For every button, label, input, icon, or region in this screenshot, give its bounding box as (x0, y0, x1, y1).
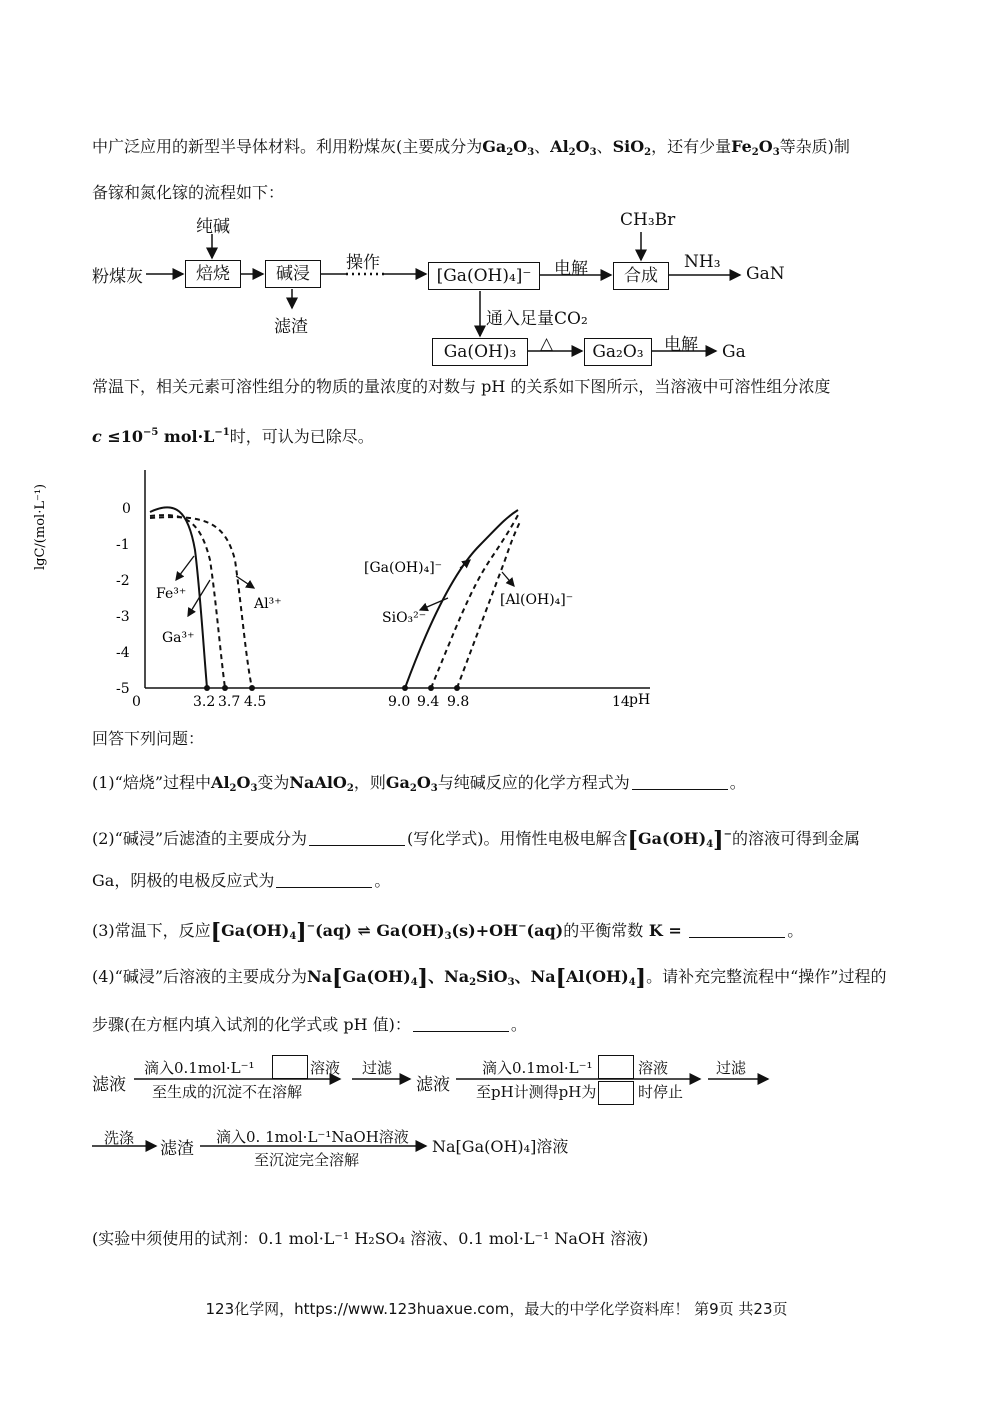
para2-line-2: $c \le 10^{-5}$ $mol\cdot L^{-1}$时，可认为已除尽。 (92, 427, 374, 446)
y-tick-label: -4 (116, 645, 130, 661)
label-fe3: Fe³⁺ (156, 586, 187, 602)
q1-blank[interactable] (632, 775, 728, 790)
reagents-note: (实验中须使用的试剂：0.1 mol·L⁻¹ H₂SO₄ 溶液、0.1 mol·L⁻¹ NaOH 溶液) (92, 1229, 649, 1248)
flow-synth-box: 合成 (613, 262, 669, 290)
q3-blank[interactable] (689, 923, 785, 938)
x-tick-label: 4.5 (244, 694, 267, 710)
para2-line-1: 常温下，相关元素可溶性组分的物质的量浓度的对数与 pH 的关系如下图所示，当溶液中可溶性组分浓度 (92, 377, 831, 396)
x-tick-label: 3.7 (218, 694, 241, 710)
x-tick-label: 14 (612, 694, 630, 710)
flow-ga2o3-box: Ga₂O₃ (584, 338, 652, 366)
flow-gaoh3-box: Ga(OH)₃ (432, 338, 528, 366)
label-gaoh4: [Ga(OH)₄]⁻ (364, 560, 443, 576)
f2-until-1: 至生成的沉淀不在溶解 (152, 1083, 303, 1101)
x-tick-label: 9.4 (417, 694, 440, 710)
y-tick-label: -5 (116, 681, 130, 697)
f2-reagent-box-1[interactable] (272, 1055, 308, 1079)
f2-residue: 滤渣 (160, 1139, 194, 1159)
label-ga3: Ga³⁺ (162, 630, 195, 646)
f2-solution-2: 溶液 (638, 1059, 669, 1077)
flow-gan: GaN (746, 264, 785, 284)
f2-solution-1: 溶液 (310, 1059, 341, 1077)
y-tick-label: 0 (122, 501, 131, 517)
flow-leach-box: 碱浸 (265, 260, 321, 288)
f2-drip-1: 滴入0.1mol·L⁻¹ (144, 1059, 255, 1077)
flow-ch3br: CH₃Br (620, 210, 676, 230)
f2-drip-3: 滴入0. 1mol·L⁻¹NaOH溶液 (216, 1128, 409, 1146)
f2-drip-2: 滴入0.1mol·L⁻¹ (482, 1059, 593, 1077)
q2-blank-1[interactable] (309, 831, 405, 846)
point-9.4 (428, 685, 434, 691)
f2-until-2b: 时停止 (638, 1083, 684, 1101)
x-tick-label: 0 (132, 694, 141, 710)
q4-blank[interactable] (413, 1017, 509, 1032)
f2-until-2a: 至pH计测得pH为 (476, 1083, 597, 1101)
flow-operation: 操作 (346, 253, 380, 273)
question-1: (1)“焙烧”过程中$Al_2O_3$变为NaAlO$_2$，则$Ga_2O_3$与纯碱反应的化学方程式为 。 (92, 773, 746, 794)
intro-line-2: 备镓和氮化镓的流程如下： (92, 183, 285, 202)
f2-reagent-box-2[interactable] (598, 1055, 634, 1079)
point-9.0 (402, 685, 408, 691)
question-4: (4)“碱浸”后溶液的主要成分为$Na[Ga(OH)_4]$、$Na_2SiO_3$、$Na[Al(OH)_4]$。请补充完整流程中“操作”过程的 (92, 965, 887, 991)
f2-filtrate-2: 滤液 (416, 1075, 450, 1095)
y-tick-label: -2 (116, 573, 130, 589)
flow-soda: 纯碱 (196, 217, 230, 237)
question-2: (2)“碱浸”后滤渣的主要成分为 (写化学式)。用惰性电极电解含$[Ga(OH)_4]^-$的溶液可得到金属 (92, 827, 860, 853)
label-aloh4: [Al(OH)₄]⁻ (500, 592, 574, 608)
page-footer: 123化学网，https://www.123huaxue.com，最大的中学化学资料库！ 第9页 共23页 (205, 1300, 788, 1318)
flow-co2: 通入足量CO₂ (486, 309, 588, 329)
point-3.2 (204, 685, 210, 691)
question-2-line-2: Ga，阴极的电极反应式为 。 (92, 871, 391, 890)
flow-ga: Ga (722, 342, 746, 362)
question-4-line-2: 步骤(在方框内填入试剂的化学式或 pH 值)： 。 (92, 1015, 527, 1034)
x-tick-label: 9.0 (388, 694, 411, 710)
flow-gaoh4-box: [Ga(OH)₄]⁻ (428, 262, 540, 290)
q2-blank-2[interactable] (276, 873, 372, 888)
label-al3: Al³⁺ (254, 596, 282, 612)
flow-heat: △ (540, 334, 554, 354)
flow-start: 粉煤灰 (92, 267, 143, 287)
question-3: (3)常温下，反应$[Ga(OH)_4]^-(aq)$ ⇌ $Ga(OH)_3(s)+OH^-(aq)$的平衡常数 K = 。 (92, 919, 804, 945)
flow-electrolysis-2: 电解 (664, 335, 698, 355)
f2-filter-2: 过滤 (716, 1059, 747, 1077)
flowchart-arrows (0, 0, 993, 380)
flow-roast-box: 焙烧 (185, 260, 241, 288)
solubility-chart (0, 460, 993, 720)
x-tick-label: 3.2 (193, 694, 216, 710)
point-3.7 (222, 685, 228, 691)
x-axis-label: pH (629, 692, 651, 708)
f2-until-3: 至沉淀完全溶解 (254, 1151, 360, 1169)
f2-filtrate: 滤液 (92, 1075, 126, 1095)
x-tick-label: 9.8 (447, 694, 470, 710)
flow-residue: 滤渣 (274, 317, 308, 337)
f2-filter-1: 过滤 (362, 1059, 393, 1077)
flow-nh3: NH₃ (684, 252, 721, 272)
f2-wash: 洗涤 (104, 1129, 135, 1147)
y-tick-label: -3 (116, 609, 130, 625)
f2-product: Na[Ga(OH)₄]溶液 (432, 1137, 569, 1156)
point-4.5 (249, 685, 255, 691)
label-sio3: SiO₃²⁻ (382, 610, 427, 626)
y-axis-label: lgC/(mol·L⁻¹) (33, 483, 48, 570)
questions-intro: 回答下列问题： (92, 729, 205, 748)
point-9.8 (454, 685, 460, 691)
y-tick-label: -1 (116, 537, 130, 553)
intro-line-1: 中广泛应用的新型半导体材料。利用粉煤灰(主要成分为$Ga_2O_3$、$Al_2O_3$、SiO$_2$，还有少量$Fe_2O_3$等杂质)制 (92, 137, 850, 158)
flow-electrolysis-1: 电解 (554, 259, 588, 279)
f2-ph-box[interactable] (598, 1081, 634, 1105)
